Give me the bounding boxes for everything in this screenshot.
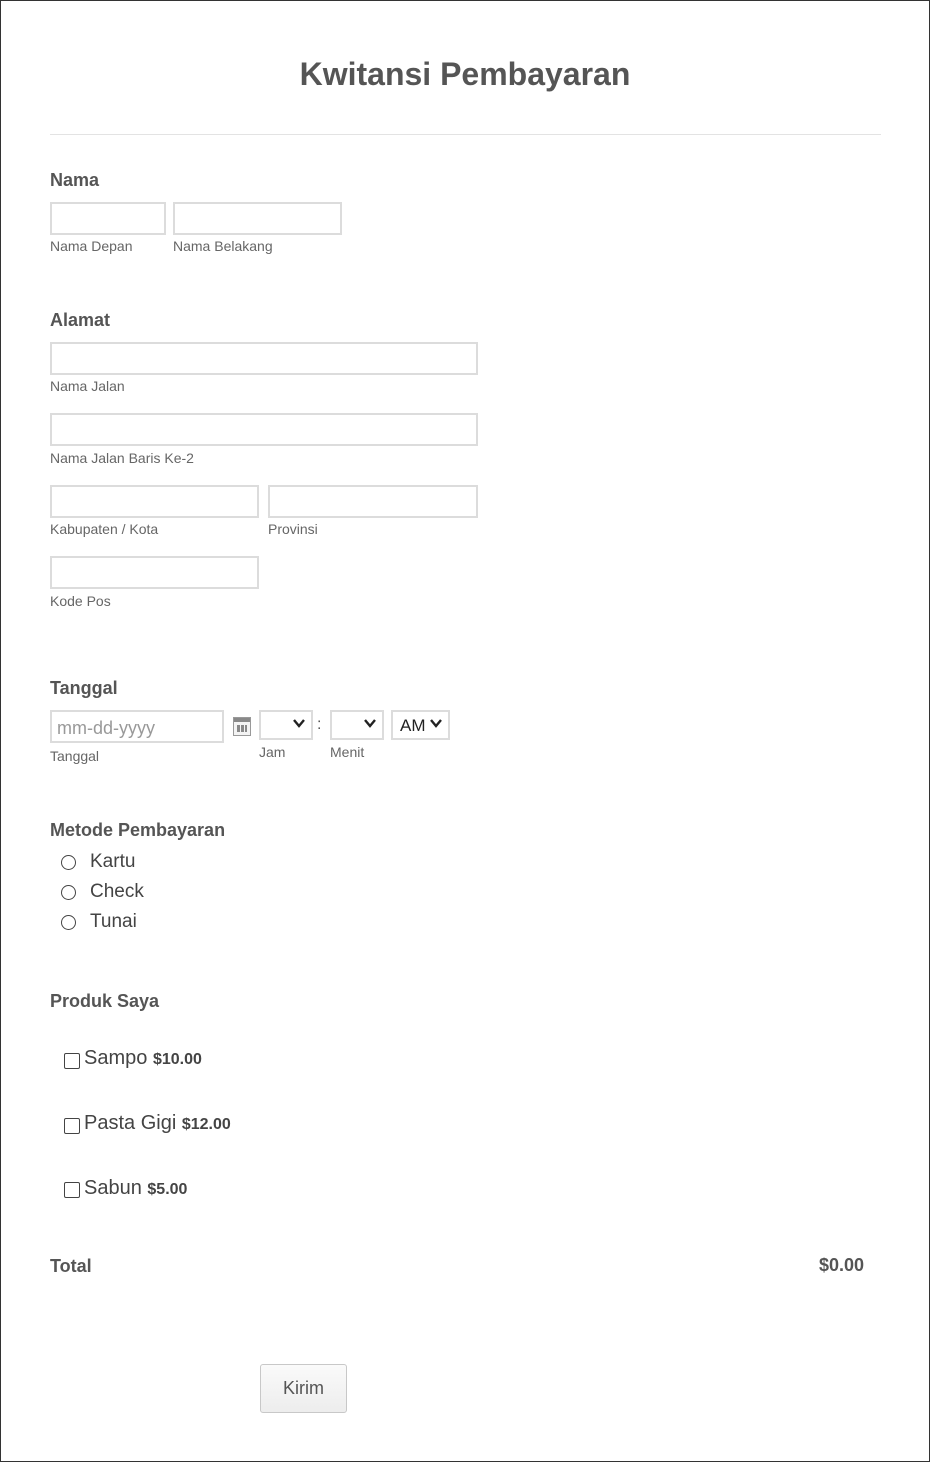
- product-item-sampo[interactable]: [84, 1047, 202, 1070]
- province-input[interactable]: [268, 485, 478, 518]
- product-checkbox-pasta-gigi[interactable]: [64, 1118, 80, 1134]
- product-checkbox-sabun[interactable]: [64, 1182, 80, 1198]
- payment-radio-tunai[interactable]: [61, 915, 76, 930]
- first-name-sublabel: Nama Depan: [50, 238, 133, 254]
- date-input[interactable]: mm-dd-yyyy: [50, 710, 224, 743]
- minute-select[interactable]: [330, 710, 384, 740]
- payment-option-kartu[interactable]: Kartu: [90, 851, 136, 872]
- nama-label: Nama: [50, 170, 100, 190]
- first-name-input[interactable]: [50, 202, 166, 235]
- title-divider: [50, 134, 881, 135]
- total-label: Total: [50, 1256, 92, 1276]
- alamat-label: Alamat: [50, 310, 111, 330]
- chevron-down-icon: [430, 716, 442, 732]
- chevron-down-icon: [364, 716, 376, 732]
- product-checkbox-sampo[interactable]: [64, 1053, 80, 1069]
- product-name: Pasta Gigi: [84, 1112, 177, 1134]
- product-name: Sampo: [84, 1047, 148, 1069]
- tanggal-label: Tanggal: [50, 678, 118, 698]
- product-item-sabun[interactable]: [84, 1177, 187, 1200]
- product-price: $10.00: [152, 1051, 202, 1068]
- products-label: Produk Saya: [50, 991, 160, 1011]
- last-name-input[interactable]: [173, 202, 342, 235]
- ampm-value: AM: [400, 716, 426, 735]
- product-item-pasta-gigi[interactable]: [84, 1112, 231, 1135]
- payment-radio-check[interactable]: [61, 885, 76, 900]
- payment-radio-kartu[interactable]: [61, 855, 76, 870]
- last-name-sublabel: Nama Belakang: [173, 238, 273, 254]
- city-sublabel: Kabupaten / Kota: [50, 521, 159, 537]
- calendar-icon[interactable]: [233, 717, 251, 736]
- hour-sublabel: Jam: [259, 744, 286, 760]
- zip-input[interactable]: [50, 556, 259, 589]
- street2-sublabel: Nama Jalan Baris Ke-2: [50, 450, 194, 466]
- time-separator: :: [317, 716, 322, 733]
- submit-button[interactable]: Kirim: [260, 1364, 347, 1413]
- total-value: $0.00: [818, 1255, 864, 1275]
- province-sublabel: Provinsi: [268, 521, 318, 537]
- minute-sublabel: Menit: [330, 744, 365, 760]
- payment-label: Metode Pembayaran: [50, 820, 226, 840]
- product-name: Sabun: [84, 1177, 142, 1199]
- product-price: $5.00: [147, 1181, 188, 1198]
- hour-select[interactable]: [259, 710, 313, 740]
- chevron-down-icon: [293, 716, 305, 732]
- payment-option-check[interactable]: Check: [90, 881, 144, 902]
- street-input[interactable]: [50, 342, 478, 375]
- product-price: $12.00: [181, 1116, 231, 1133]
- street-sublabel: Nama Jalan: [50, 378, 125, 394]
- payment-option-tunai[interactable]: Tunai: [90, 911, 137, 932]
- city-input[interactable]: [50, 485, 259, 518]
- form-title: Kwitansi Pembayaran: [299, 56, 631, 92]
- date-sublabel: Tanggal: [50, 748, 100, 764]
- zip-sublabel: Kode Pos: [50, 593, 111, 609]
- street2-input[interactable]: [50, 413, 478, 446]
- ampm-select[interactable]: [391, 710, 450, 740]
